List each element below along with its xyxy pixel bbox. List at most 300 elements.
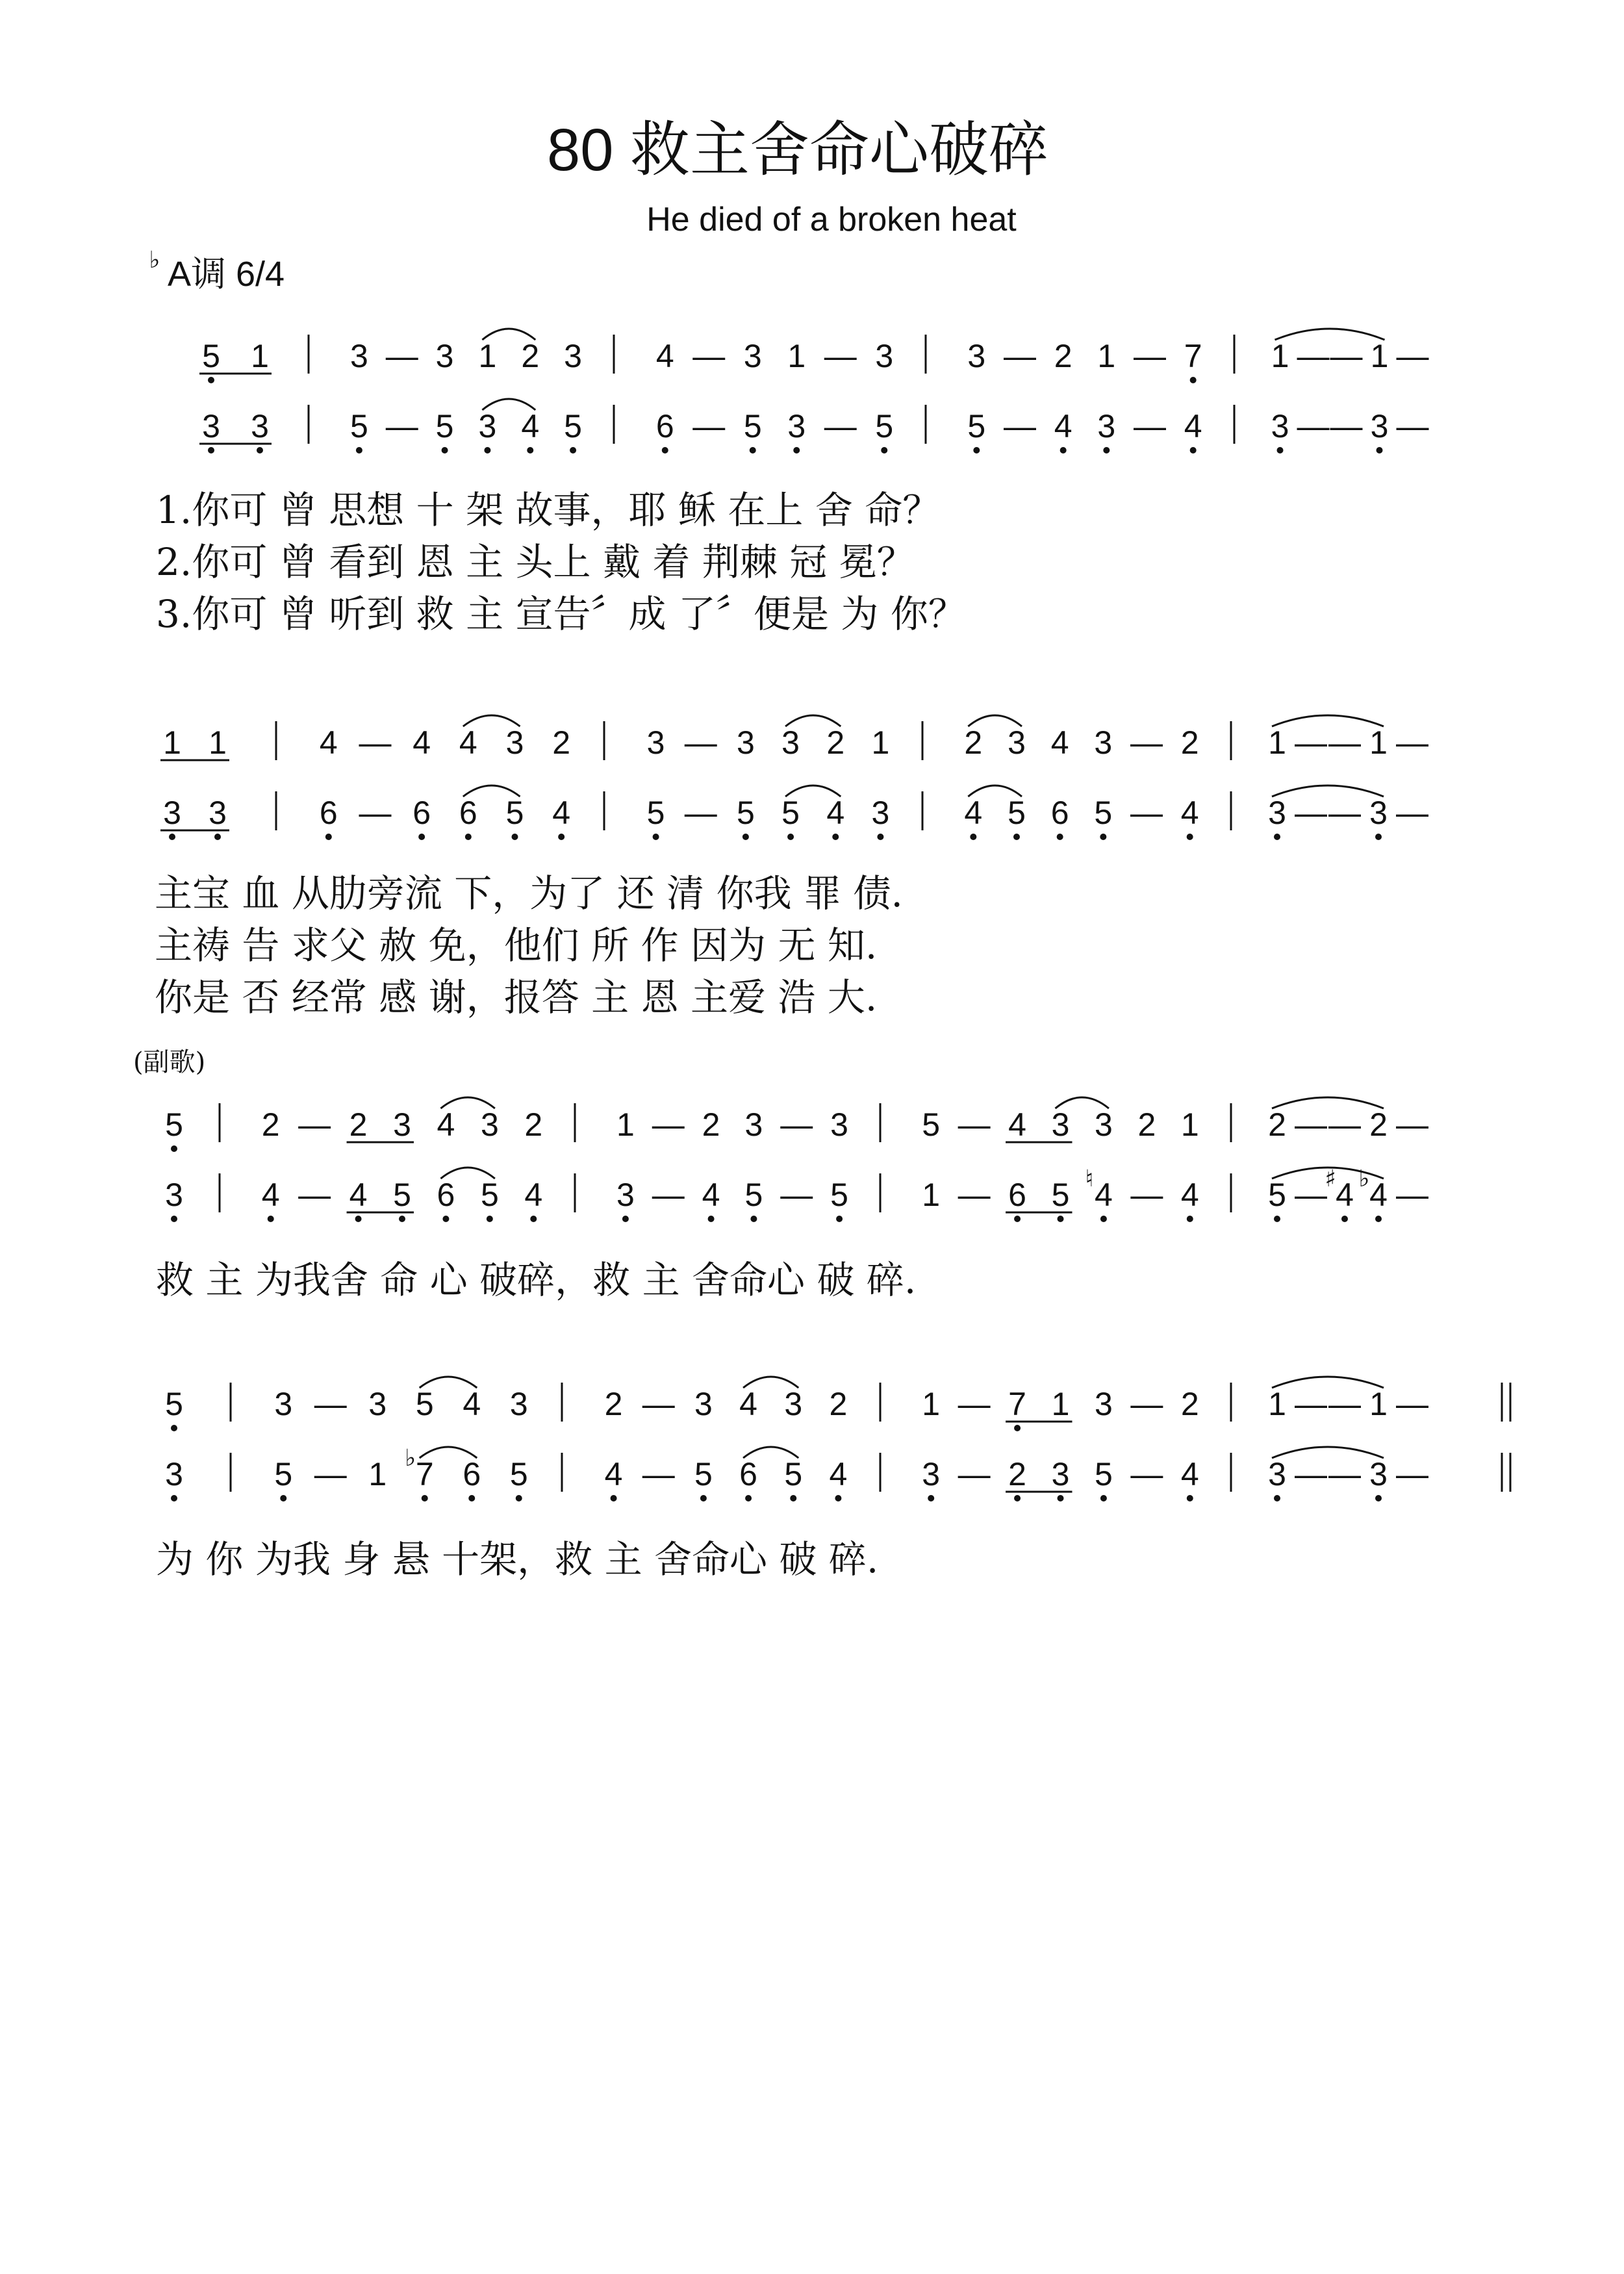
lyric-line: 1.你可 曾 思想 十 架 故事，耶 稣 在上 舍 命？ [156, 488, 941, 532]
slur-arc [1272, 715, 1384, 726]
octave-dot [208, 377, 214, 383]
note: 5 [480, 1177, 499, 1213]
note: 3 [784, 1386, 803, 1422]
dash-mark: — [314, 1456, 347, 1492]
octave-dot [836, 1216, 843, 1222]
octave-dot [399, 1216, 405, 1222]
note: 4 [1095, 1177, 1113, 1213]
note: 1 [368, 1456, 387, 1492]
note: 3 [435, 338, 454, 374]
octave-dot [1100, 1216, 1107, 1222]
key-flat-icon: ♭ [149, 247, 160, 274]
note: 4 [604, 1456, 623, 1492]
note: 3 [1268, 795, 1286, 831]
dash-mark: — [1295, 1177, 1327, 1213]
dash-mark: — [692, 408, 726, 444]
note: 2 [521, 338, 540, 374]
dash-mark: — [652, 1177, 685, 1213]
note: 5 [393, 1177, 411, 1213]
dash-mark: — [385, 408, 418, 444]
note: 5 [509, 1456, 528, 1492]
note: 3 [743, 338, 762, 374]
key-signature: A调 6/4 [168, 255, 285, 294]
dash-mark: — [642, 1456, 675, 1492]
octave-dot [750, 1216, 757, 1222]
note: 3 [209, 795, 227, 831]
note: 4 [739, 1386, 757, 1422]
note: 1 [616, 1106, 635, 1143]
note: 4 [829, 1456, 848, 1492]
note: 3 [875, 338, 894, 374]
note: 3 [251, 408, 269, 444]
note: 2 [1008, 1456, 1026, 1492]
note: 5 [784, 1456, 803, 1492]
octave-dot [280, 1495, 286, 1501]
octave-dot [832, 834, 839, 840]
octave-dot [793, 447, 800, 454]
dash-mark: — [385, 338, 418, 374]
accidental-icon: ♮ [1085, 1166, 1094, 1192]
note: 4 [702, 1177, 720, 1213]
note: 6 [437, 1177, 455, 1213]
dash-mark: — [1130, 795, 1163, 831]
octave-dot [570, 447, 576, 454]
octave-dot [356, 447, 362, 454]
note: 1 [251, 338, 269, 374]
octave-dot [877, 834, 883, 840]
note: 1 [1271, 338, 1289, 374]
note: 6 [412, 795, 431, 831]
octave-dot [622, 1216, 629, 1222]
note: 5 [743, 408, 762, 444]
note: 3 [165, 1456, 183, 1492]
octave-dot [1274, 1216, 1280, 1222]
octave-dot [1274, 834, 1280, 840]
note: 3 [1369, 1456, 1388, 1492]
dash-mark: — [1328, 1386, 1361, 1422]
dash-mark: — [780, 1106, 813, 1143]
note: 3 [165, 1177, 183, 1213]
note: 5 [781, 795, 800, 831]
note: 4 [459, 724, 477, 761]
dash-mark: — [1130, 1386, 1163, 1422]
note: 3 [1369, 795, 1388, 831]
note: 5 [350, 408, 368, 444]
octave-dot [1014, 1495, 1021, 1501]
note: 2 [702, 1106, 720, 1143]
octave-dot [970, 834, 976, 840]
dash-mark: — [684, 795, 717, 831]
octave-dot [611, 1495, 617, 1501]
octave-dot [465, 834, 472, 840]
note: 4 [1180, 1456, 1199, 1492]
dash-mark: — [1328, 795, 1361, 831]
note: 3 [1051, 1106, 1070, 1143]
slur-arc [1272, 1097, 1384, 1108]
note: 2 [1268, 1106, 1286, 1143]
note: 2 [524, 1106, 543, 1143]
note: 1 [1051, 1386, 1070, 1422]
note: 3 [564, 338, 582, 374]
octave-dot [835, 1495, 841, 1501]
note: 3 [163, 795, 181, 831]
note: 5 [967, 408, 986, 444]
dash-mark: — [1130, 1456, 1163, 1492]
dash-mark: — [1396, 1177, 1428, 1213]
note: 4 [524, 1177, 543, 1213]
note: 3 [368, 1386, 387, 1422]
octave-dot [1014, 1216, 1021, 1222]
octave-dot [422, 1495, 428, 1501]
dash-mark: — [692, 338, 726, 374]
note: 6 [655, 408, 674, 444]
note: 1 [922, 1177, 941, 1213]
note: 4 [1054, 408, 1072, 444]
note: 3 [1008, 724, 1026, 761]
note: 4 [1008, 1106, 1026, 1143]
note: 2 [1054, 338, 1072, 374]
octave-dot [742, 834, 749, 840]
octave-dot [1341, 1216, 1348, 1222]
dash-mark: — [1396, 795, 1428, 831]
dash-mark: — [1295, 795, 1327, 831]
note: 4 [1180, 795, 1199, 831]
octave-dot [171, 1145, 177, 1152]
note: 4 [437, 1106, 455, 1143]
note: 1 [1369, 1386, 1388, 1422]
note: 3 [202, 408, 220, 444]
octave-dot [355, 1216, 362, 1222]
dash-mark: — [1295, 724, 1327, 761]
note: 3 [646, 724, 665, 761]
note: 3 [1094, 724, 1113, 761]
note: 3 [1097, 408, 1116, 444]
octave-dot [653, 834, 659, 840]
dash-mark: — [1297, 408, 1330, 444]
note: 5 [505, 795, 524, 831]
note: 1 [478, 338, 497, 374]
octave-dot [1187, 1216, 1193, 1222]
octave-dot [790, 1495, 796, 1501]
music-system [156, 1377, 1510, 1581]
octave-dot [1375, 1216, 1382, 1222]
note: 3 [393, 1106, 411, 1143]
slur-arc [1272, 1377, 1384, 1388]
dash-mark: — [1130, 1177, 1163, 1213]
note: 5 [435, 408, 454, 444]
dash-mark: — [1328, 1456, 1361, 1492]
note: 4 [319, 724, 338, 761]
dash-mark: — [652, 1106, 685, 1143]
note: 3 [744, 1106, 763, 1143]
note: 3 [509, 1386, 528, 1422]
octave-dot [268, 1216, 274, 1222]
dash-mark: — [359, 724, 392, 761]
note: 5 [165, 1106, 183, 1143]
accidental-icon: ♭ [405, 1445, 416, 1472]
dash-mark: — [1328, 1106, 1361, 1143]
note: 3 [830, 1106, 848, 1143]
dash-mark: — [1328, 724, 1361, 761]
note: 5 [1095, 1456, 1113, 1492]
lyric-line: 3.你可 曾 听到 救 主 宣告〞成 了〞便是 为 你？ [156, 592, 966, 636]
note: 3 [694, 1386, 713, 1422]
dash-mark: — [1396, 338, 1429, 374]
note: 2 [604, 1386, 623, 1422]
music-system [155, 715, 1428, 1019]
dash-mark: — [958, 1106, 991, 1143]
lyric-line: 主宝 血 从肋旁流 下，为了 还 清 你我 罪 债. [155, 871, 903, 915]
octave-dot [169, 834, 175, 840]
octave-dot [1187, 1495, 1193, 1501]
dash-mark: — [1396, 1456, 1428, 1492]
octave-dot [1103, 447, 1110, 454]
octave-dot [530, 1216, 537, 1222]
note: 5 [737, 795, 755, 831]
note: 5 [922, 1106, 941, 1143]
dash-mark: — [1130, 724, 1163, 761]
note: 2 [964, 724, 983, 761]
note: 3 [480, 1106, 499, 1143]
octave-dot [208, 447, 214, 454]
dash-mark: — [824, 338, 857, 374]
slur-arc [1272, 1447, 1384, 1458]
dash-mark: — [1004, 408, 1036, 444]
accidental-icon: ♭ [1358, 1166, 1370, 1192]
note: 1 [871, 724, 890, 761]
lyric-line: 主祷 告 求父 赦 免，他们 所 作 因为 无 知. [155, 923, 878, 967]
note: 2 [1137, 1106, 1156, 1143]
note: 3 [922, 1456, 941, 1492]
note: 3 [787, 408, 806, 444]
note: 1 [163, 724, 181, 761]
slur-arc [1272, 786, 1384, 797]
octave-dot [1277, 447, 1284, 454]
octave-dot [171, 1216, 177, 1222]
note: 3 [1268, 1456, 1286, 1492]
octave-dot [1190, 377, 1197, 383]
note: 4 [1336, 1177, 1354, 1213]
note: 3 [1370, 408, 1389, 444]
octave-dot [171, 1495, 177, 1501]
note: 5 [1094, 795, 1113, 831]
note: 4 [261, 1177, 280, 1213]
note: 7 [1184, 338, 1202, 374]
octave-dot [171, 1425, 177, 1431]
note: 1 [787, 338, 806, 374]
note: 2 [826, 724, 845, 761]
lyric-line: 2.你可 曾 看到 恩 主 头上 戴 着 荆棘 冠 冕？ [156, 540, 915, 584]
song-title: 80 救主舍命心破碎 [547, 117, 1048, 183]
note: 4 [1050, 724, 1069, 761]
note: 5 [1268, 1177, 1286, 1213]
octave-dot [1100, 1495, 1107, 1501]
dash-mark: — [1295, 1456, 1327, 1492]
octave-dot [1058, 1495, 1064, 1501]
note: 1 [1268, 724, 1286, 761]
note: 2 [349, 1106, 368, 1143]
octave-dot [1377, 447, 1383, 454]
note: 3 [1051, 1456, 1070, 1492]
music-system [156, 1097, 1428, 1302]
octave-dot [1375, 1495, 1382, 1501]
note: 4 [1184, 408, 1202, 444]
octave-dot [527, 447, 533, 454]
note: 4 [826, 795, 845, 831]
note: 2 [1180, 1386, 1199, 1422]
note: 4 [1180, 1177, 1199, 1213]
dash-mark: — [1396, 724, 1428, 761]
octave-dot [1014, 1425, 1021, 1431]
note: 5 [274, 1456, 293, 1492]
octave-dot [1058, 1216, 1064, 1222]
octave-dot [1100, 834, 1106, 840]
octave-dot [468, 1495, 475, 1501]
note: 3 [478, 408, 497, 444]
octave-dot [928, 1495, 934, 1501]
note: 3 [616, 1177, 635, 1213]
dash-mark: — [314, 1386, 347, 1422]
octave-dot [1057, 834, 1063, 840]
octave-dot [325, 834, 332, 840]
note: 5 [202, 338, 220, 374]
note: 7 [1008, 1386, 1026, 1422]
music-notation [155, 329, 1510, 1581]
note: 4 [412, 724, 431, 761]
octave-dot [787, 834, 794, 840]
octave-dot [973, 447, 980, 454]
note: 3 [1095, 1106, 1113, 1143]
note: 1 [922, 1386, 941, 1422]
octave-dot [487, 1216, 493, 1222]
octave-dot [484, 447, 490, 454]
dash-mark: — [1396, 1386, 1428, 1422]
dash-mark: — [958, 1456, 991, 1492]
octave-dot [750, 447, 756, 454]
note: 2 [829, 1386, 848, 1422]
octave-dot [214, 834, 221, 840]
dash-mark: — [1295, 1106, 1327, 1143]
octave-dot [1274, 1495, 1280, 1501]
octave-dot [881, 447, 887, 454]
note: 5 [1008, 795, 1026, 831]
octave-dot [1190, 447, 1197, 454]
note: 4 [463, 1386, 481, 1422]
dash-mark: — [642, 1386, 675, 1422]
dash-mark: — [958, 1386, 991, 1422]
accidental-icon: ♯ [1325, 1166, 1336, 1192]
note: 3 [1095, 1386, 1113, 1422]
dash-mark: — [1330, 338, 1363, 374]
octave-dot [700, 1495, 707, 1501]
note: 3 [871, 795, 890, 831]
lyric-line: 为 你 为我 身 悬 十架，救 主 舍命心 破 碎. [156, 1537, 879, 1581]
note: 2 [1180, 724, 1199, 761]
octave-dot [558, 834, 565, 840]
dash-mark: — [824, 408, 857, 444]
dash-mark: — [958, 1177, 991, 1213]
note: 3 [1271, 408, 1289, 444]
dash-mark: — [298, 1106, 331, 1143]
note: 1 [1370, 338, 1389, 374]
note: 2 [552, 724, 571, 761]
note: 1 [1268, 1386, 1286, 1422]
note: 4 [1369, 1177, 1388, 1213]
octave-dot [745, 1495, 752, 1501]
octave-dot [442, 447, 448, 454]
chorus-label: (副歌) [133, 1047, 206, 1077]
note: 1 [1097, 338, 1116, 374]
octave-dot [516, 1495, 522, 1501]
lyric-line: 你是 否 经常 感 谢，报答 主 恩 主爱 浩 大. [155, 975, 878, 1019]
note: 6 [739, 1456, 757, 1492]
octave-dot [1013, 834, 1020, 840]
lyric-line: 救 主 为我舍 命 心 破碎，救 主 舍命心 破 碎. [156, 1258, 917, 1302]
octave-dot [257, 447, 263, 454]
note: 6 [319, 795, 338, 831]
dash-mark: — [1396, 1106, 1428, 1143]
note: 4 [655, 338, 674, 374]
note: 6 [459, 795, 477, 831]
note: 5 [165, 1386, 183, 1422]
note: 5 [875, 408, 894, 444]
note: 2 [1369, 1106, 1388, 1143]
note: 6 [1050, 795, 1069, 831]
note: 7 [415, 1456, 434, 1492]
octave-dot [1060, 447, 1067, 454]
octave-dot [418, 834, 425, 840]
octave-dot [1375, 834, 1382, 840]
note: 5 [564, 408, 582, 444]
dash-mark: — [780, 1177, 813, 1213]
dash-mark: — [1134, 408, 1166, 444]
octave-dot [512, 834, 518, 840]
octave-dot [442, 1216, 449, 1222]
note: 5 [694, 1456, 713, 1492]
dash-mark: — [1004, 338, 1036, 374]
dash-mark: — [1330, 408, 1363, 444]
note: 4 [552, 795, 571, 831]
dash-mark: — [298, 1177, 331, 1213]
song-subtitle: He died of a broken heat [646, 201, 1017, 238]
note: 5 [830, 1177, 848, 1213]
octave-dot [708, 1216, 715, 1222]
dash-mark: — [359, 795, 392, 831]
note: 5 [646, 795, 665, 831]
dash-mark: — [1297, 338, 1330, 374]
dash-mark: — [1396, 408, 1429, 444]
note: 4 [521, 408, 540, 444]
note: 4 [964, 795, 983, 831]
note: 1 [209, 724, 227, 761]
dash-mark: — [1295, 1386, 1327, 1422]
note: 3 [967, 338, 986, 374]
note: 6 [463, 1456, 481, 1492]
note: 1 [1180, 1106, 1199, 1143]
note: 5 [1051, 1177, 1070, 1213]
note: 5 [744, 1177, 763, 1213]
note: 3 [274, 1386, 293, 1422]
note: 3 [737, 724, 755, 761]
music-system [156, 329, 1429, 636]
note: 3 [350, 338, 368, 374]
note: 3 [505, 724, 524, 761]
note: 3 [781, 724, 800, 761]
note: 6 [1008, 1177, 1026, 1213]
dash-mark: — [684, 724, 717, 761]
dash-mark: — [1134, 338, 1166, 374]
note: 2 [261, 1106, 280, 1143]
